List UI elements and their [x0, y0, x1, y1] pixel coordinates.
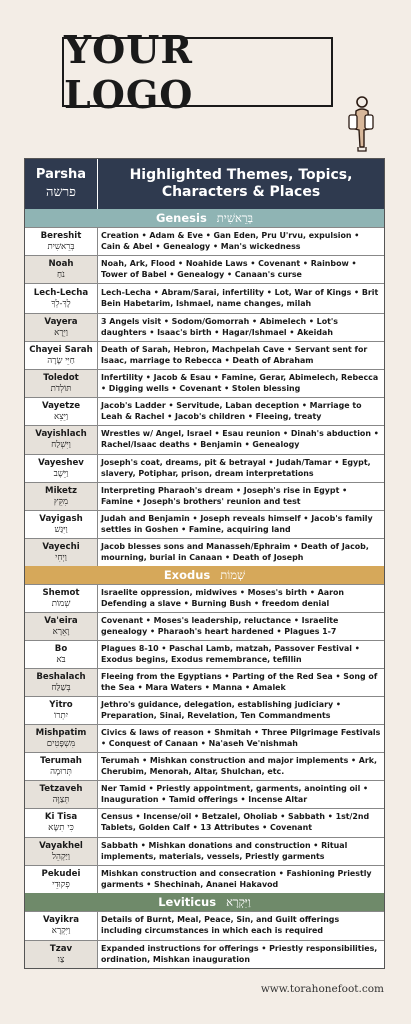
section-name-hebrew: שְׁמוֹת — [220, 568, 246, 582]
parsha-name-he: מִּשְׁפָּטִים — [46, 738, 76, 749]
website-url: www.torahonefoot.com — [260, 983, 384, 995]
parsha-name-en: Vayishlach — [35, 429, 87, 439]
parsha-name-en: Vayakhel — [39, 840, 83, 851]
parsha-name-en: Vayigash — [39, 513, 83, 524]
parsha-name-cell — [25, 941, 98, 968]
themes-column-header: Highlighted Themes, Topics, Characters & Places — [129, 167, 353, 200]
themes-cell: Wrestles w/ Angel, Israel • Esau reunion • Dinah's abduction • Rachel/Isaac deaths • Benjamin • Genealogy — [101, 429, 379, 449]
parsha-name-he: בֹּא — [56, 654, 66, 665]
table-row — [25, 397, 384, 425]
parsha-name-cell — [25, 613, 98, 640]
parsha-name-en: Vayera — [44, 316, 78, 327]
parsha-name-cell — [25, 669, 98, 696]
parsha-name-en: Noah — [48, 258, 74, 269]
section-name: Exodus — [163, 568, 211, 582]
parsha-name-en: Bo — [54, 643, 68, 654]
table-row — [25, 584, 384, 612]
parsha-column-header — [25, 159, 98, 209]
parsha-name-he: וַיַּקְהֵל — [51, 851, 70, 862]
table-row — [25, 482, 384, 510]
parsha-name-en: Pekudei — [41, 868, 81, 879]
parsha-name-he: בְּרֵאשִׁית — [47, 241, 75, 252]
parsha-name-en: Yitro — [49, 699, 73, 710]
parsha-header-he: פרשה — [46, 185, 76, 200]
themes-cell: Jacob's Ladder • Servitude, Laban deception • Marriage to Leah & Rachel • Jacob's children • Fleeing, treaty — [101, 400, 362, 421]
logo-placeholder — [62, 27, 333, 117]
parsha-name-cell — [25, 866, 98, 893]
parsha-name-cell — [25, 641, 98, 668]
themes-cell: Lech-Lecha • Abram/Sarai, infertility • Lot, War of Kings • Brit Bein Habetarim, Ishmael, name changes, milah — [101, 287, 379, 308]
parsha-name-cell — [25, 539, 98, 566]
parsha-name-he: וַיְחִי — [55, 552, 67, 563]
themes-cell: Covenant • Moses's leadership, reluctance • Israelite genealogy • Pharaoh's heart hardened • Plagues 1-7 — [101, 615, 339, 636]
parsha-name-he: וַיֵּצֵא — [53, 411, 69, 422]
parsha-name-he: מִקֵּץ — [53, 496, 69, 507]
parsha-name-cell — [25, 455, 98, 482]
table-row — [25, 341, 384, 369]
parsha-name-cell — [25, 256, 98, 283]
parsha-name-he: וַיִּקְרָא — [51, 926, 71, 936]
themes-cell: Mishkan construction and consecration • Fashioning Priestly garments • Shechinah, Ananei Hakavod — [101, 868, 372, 889]
parsha-name-en: Shemot — [42, 587, 80, 598]
parsha-name-en: Vayetze — [41, 400, 81, 411]
parsha-name-en: Tzav — [49, 943, 73, 954]
themes-cell: Judah and Benjamin • Joseph reveals himself • Jacob's family settles in Goshen • Famine, acquiring land — [101, 513, 373, 534]
parsha-header-en: Parsha — [35, 167, 87, 183]
table-row — [25, 780, 384, 808]
parsha-name-he: שְׁמוֹת — [51, 598, 71, 609]
themes-cell: Plagues 8-10 • Paschal Lamb, matzah, Passover Festival • Exodus begins, Exodus remembrance, tefillin — [101, 643, 360, 664]
parsha-name-cell — [25, 342, 98, 369]
parsha-name-he: נֹחַ — [57, 269, 65, 280]
parsha-name-en: Chayei Sarah — [29, 344, 93, 355]
parsha-name-cell — [25, 781, 98, 808]
section-header-genesis — [25, 209, 384, 227]
parsha-name-he: תְּרוּמָה — [50, 766, 72, 777]
table-row — [25, 425, 384, 454]
table-row — [25, 724, 384, 752]
parsha-name-en: Beshalach — [36, 671, 86, 682]
parsha-name-en: Toledot — [43, 372, 79, 383]
themes-cell: Census • Incense/oil • Betzalel, Oholiab • Sabbath • 1st/2nd Tablets, Golden Calf • 13 Attributes • Covenant — [101, 812, 370, 832]
logo-text: YOUR LOGO — [64, 27, 194, 117]
torah-reader-icon — [345, 95, 377, 153]
table-header — [25, 159, 384, 209]
section-name-hebrew: וַיִּקְרָא — [226, 895, 251, 909]
parsha-name-he: צַו — [57, 954, 65, 965]
themes-cell: Joseph's coat, dreams, pit & betrayal • Judah/Tamar • Egypt, slavery, Potiphar, prison, dream interpretations — [101, 457, 371, 478]
themes-cell: Creation • Adam & Eve • Gan Eden, Pru U'rvu, expulsion • Cain & Abel • Genealogy • Man's wickedness — [101, 230, 360, 251]
themes-cell: Terumah • Mishkan construction and major implements • Ark, Cherubim, Menorah, Altar, Shulchan, etc. — [101, 755, 378, 776]
parsha-name-he: וַיִּגַּשׁ — [54, 524, 68, 535]
table-row — [25, 911, 384, 940]
themes-cell: Sabbath • Mishkan donations and construction • Ritual implements, materials, vessels, Priestly garments — [101, 840, 348, 861]
parsha-name-cell — [25, 284, 98, 313]
section-name: Genesis — [155, 211, 207, 225]
table-row — [25, 668, 384, 696]
parsha-name-en: Bereshit — [40, 230, 82, 241]
parsha-name-cell — [25, 697, 98, 724]
table-row — [25, 313, 384, 341]
parsha-name-he: בְּשַׁלַּח — [51, 682, 71, 693]
parsha-name-cell — [25, 511, 98, 538]
themes-cell: Noah, Ark, Flood • Noahide Laws • Covenant • Rainbow • Tower of Babel • Genealogy • Canaan's curse — [101, 258, 357, 279]
parsha-name-he: וָאֵרָא — [52, 626, 70, 637]
parsha-name-he: וַיֵּשֶׁב — [53, 468, 69, 479]
table-row — [25, 640, 384, 668]
table-row — [25, 837, 384, 865]
table-row — [25, 612, 384, 640]
parsha-name-en: Miketz — [45, 485, 77, 496]
table-row — [25, 255, 384, 283]
parsha-name-cell — [25, 838, 98, 865]
themes-cell: Jethro's guidance, delegation, establishing judiciary • Preparation, Sinai, Revelation, Ten Commandments — [101, 699, 341, 720]
table-row — [25, 283, 384, 313]
parsha-name-en: Lech-Lecha — [33, 287, 89, 298]
table-row — [25, 227, 384, 255]
parsha-name-cell — [25, 370, 98, 397]
parsha-name-en: Vayeshev — [38, 457, 84, 468]
section-name-hebrew: בְּרֵאשִׁית — [216, 211, 254, 225]
section-name: Leviticus — [158, 895, 217, 909]
parsha-name-he: יִתְרוֹ — [54, 710, 68, 721]
parsha-name-he: וַיֵּרָא — [54, 327, 68, 338]
themes-cell: Fleeing from the Egyptians • Parting of the Red Sea • Song of the Sea • Mara Waters • Manna • Amalek — [101, 671, 378, 692]
themes-cell: Jacob blesses sons and Manasseh/Ephraim • Death of Jacob, mourning, burial in Canaan • Death of Joseph — [101, 541, 369, 562]
table-row — [25, 369, 384, 397]
parsha-name-cell — [25, 314, 98, 341]
parsha-name-en: Mishpatim — [35, 727, 87, 738]
parsha-name-he: חַיֵּי שָׂרָה — [47, 355, 75, 366]
themes-cell: Interpreting Pharaoh's dream • Joseph's rise in Egypt • Famine • Joseph's brothers' reunion and test — [101, 485, 348, 506]
parsha-name-he: כִּי תִשָּׂא — [48, 823, 74, 833]
table-body — [25, 209, 384, 968]
parsha-name-en: Vayikra — [42, 915, 79, 925]
parsha-name-he: תְּצַוֶּה — [52, 794, 70, 805]
parsha-name-cell — [25, 228, 98, 255]
parsha-name-en: Va'eira — [44, 615, 78, 626]
table-row — [25, 752, 384, 780]
parsha-name-en: Ki Tisa — [44, 812, 78, 822]
themes-cell: Details of Burnt, Meal, Peace, Sin, and Guilt offerings including circumstances in which each is required — [101, 915, 340, 935]
parsha-name-en: Vayechi — [42, 541, 80, 552]
table-row — [25, 454, 384, 482]
themes-cell: 3 Angels visit • Sodom/Gomorrah • Abimelech • Lot's daughters • Isaac's birth • Hagar/Ishmael • Akeidah — [101, 316, 339, 337]
parsha-name-he: פְקוּדֵי — [52, 879, 70, 890]
parsha-name-cell — [25, 426, 98, 454]
table-row — [25, 940, 384, 968]
table-row — [25, 510, 384, 538]
parsha-name-cell — [25, 585, 98, 612]
parsha-name-he: וַיִּשְׁלַח — [51, 440, 71, 450]
parsha-name-he: תּוֹלְדֹת — [50, 383, 72, 394]
parsha-name-he: לֶךְ-לְךָ — [51, 298, 71, 309]
parsha-name-en: Tetzaveh — [39, 783, 83, 794]
themes-cell: Expanded instructions for offerings • Priestly responsibilities, ordination, Mishkan inauguration — [101, 943, 378, 964]
themes-cell: Infertility • Jacob & Esau • Famine, Gerar, Abimelech, Rebecca • Digging wells • Covenant • Stolen blessing — [101, 372, 379, 393]
section-header-exodus — [25, 566, 384, 584]
parsha-name-cell — [25, 809, 98, 837]
themes-cell: Israelite oppression, midwives • Moses's birth • Aaron Defending a slave • Burning Bush • freedom denial — [101, 587, 345, 608]
parsha-name-cell — [25, 753, 98, 780]
table-row — [25, 808, 384, 837]
parsha-name-cell — [25, 725, 98, 752]
themes-cell: Civics & laws of reason • Shmitah • Three Pilgrimage Festivals • Conquest of Canaan • Na'aseh Ve'nishmah — [101, 727, 381, 748]
themes-cell: Death of Sarah, Hebron, Machpelah Cave • Servant sent for Isaac, marriage to Rebecca • Death of Abraham — [101, 344, 368, 365]
parsha-table — [24, 158, 385, 969]
table-row — [25, 696, 384, 724]
themes-cell: Ner Tamid • Priestly appointment, garments, anointing oil • Inauguration • Tamid offerings • Incense Altar — [101, 783, 369, 804]
parsha-name-cell — [25, 483, 98, 510]
section-header-leviticus — [25, 893, 384, 911]
table-row — [25, 538, 384, 566]
parsha-name-cell — [25, 912, 98, 940]
parsha-name-cell — [25, 398, 98, 425]
table-row — [25, 865, 384, 893]
parsha-name-en: Terumah — [40, 755, 82, 766]
